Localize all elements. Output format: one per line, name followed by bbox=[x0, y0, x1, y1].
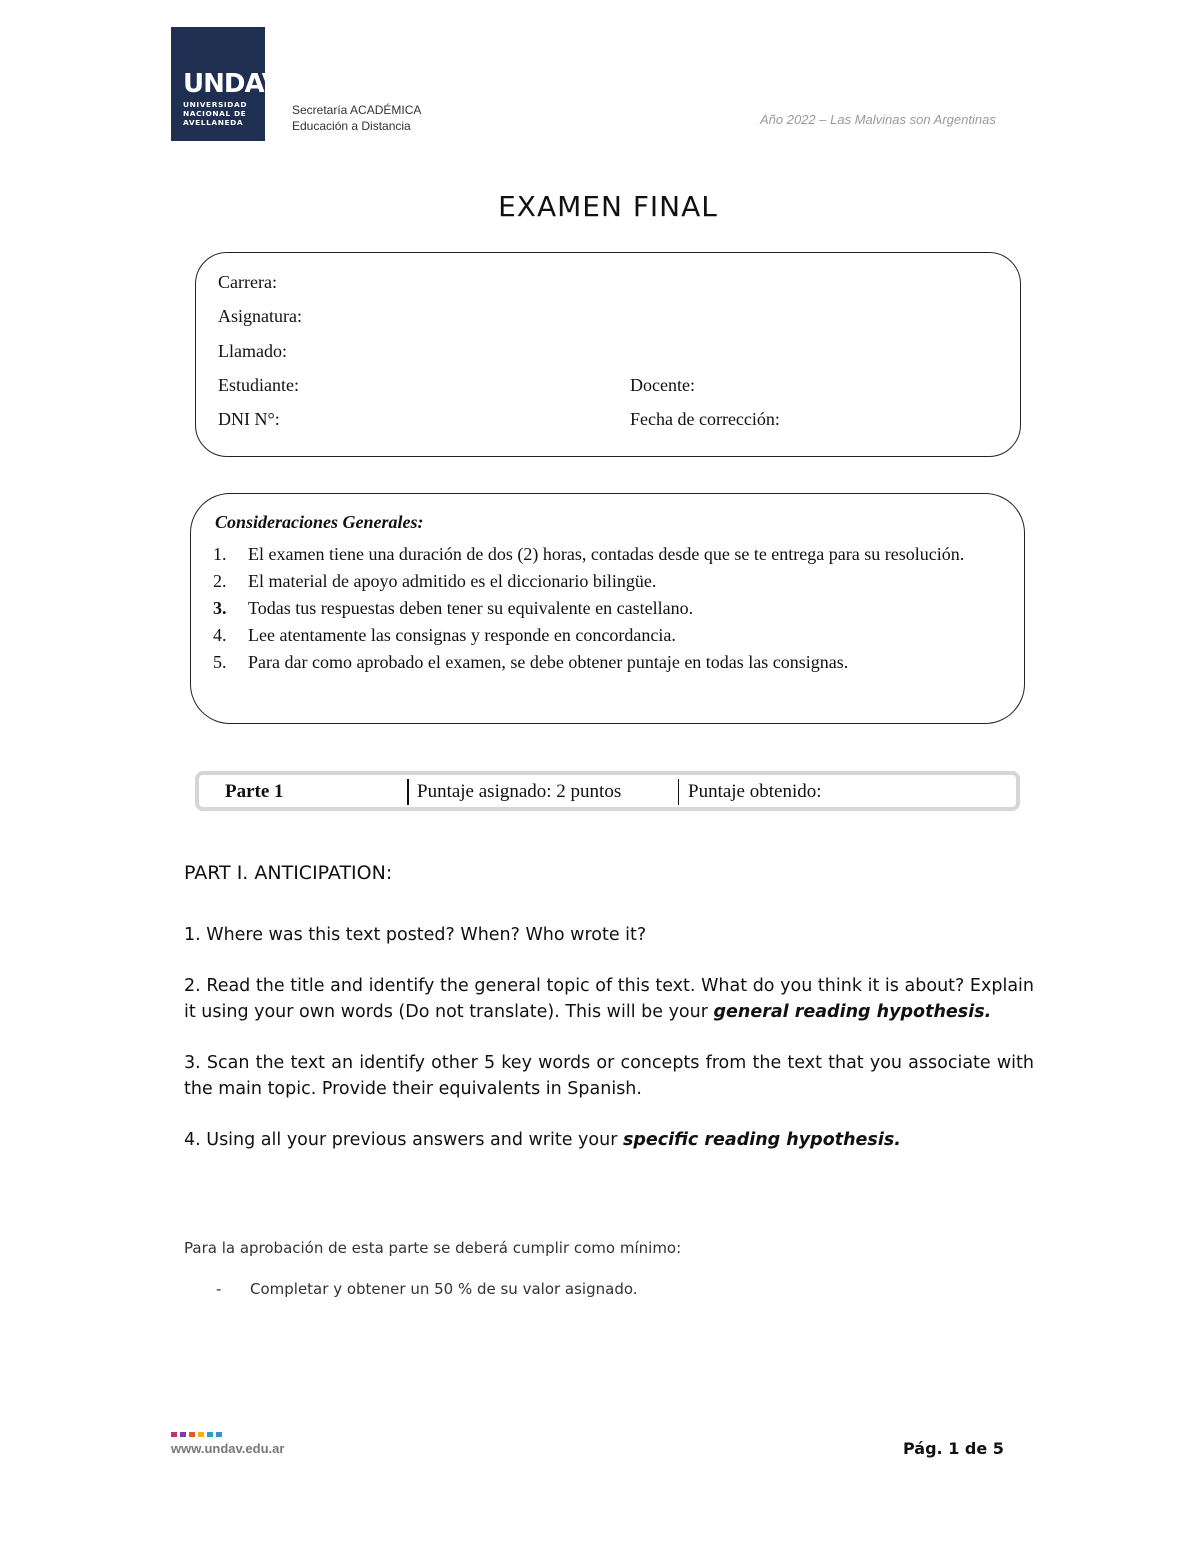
asignatura-label: Asignatura: bbox=[218, 306, 302, 326]
page-number: Pág. 1 de 5 bbox=[903, 1439, 1004, 1458]
considerations-list bbox=[213, 541, 1003, 676]
considerations-box bbox=[190, 493, 1025, 724]
website-link[interactable]: www.undav.edu.ar bbox=[171, 1441, 285, 1456]
list-item: 2. El material de apoyo admitido es el diccionario bilingüe. bbox=[213, 571, 657, 591]
logo-wordmark: UNDAV bbox=[183, 69, 281, 99]
brand-dot bbox=[189, 1432, 195, 1437]
divider bbox=[407, 779, 409, 805]
question-4: 4. Using all your previous answers and write your specific reading hypothesis. bbox=[184, 1130, 901, 1150]
obtained-score: Puntaje obtenido: bbox=[688, 781, 822, 802]
assigned-score: Puntaje asignado: 2 puntos bbox=[417, 781, 622, 802]
approval-requirement: Completar y obtener un 50 % de su valor asignado. bbox=[250, 1280, 638, 1298]
page-title: EXAMEN FINAL bbox=[498, 190, 718, 223]
brand-dot bbox=[198, 1432, 204, 1437]
brand-dots bbox=[171, 1432, 222, 1437]
year-motto: Año 2022 – Las Malvinas son Argentinas bbox=[760, 112, 996, 127]
approval-intro: Para la aprobación de esta parte se deberá cumplir como mínimo: bbox=[184, 1239, 682, 1257]
carrera-label: Carrera: bbox=[218, 272, 277, 292]
undav-logo bbox=[171, 27, 281, 141]
bullet-dash: - bbox=[216, 1280, 222, 1298]
fecha-correccion-label: Fecha de corrección: bbox=[630, 409, 780, 429]
divider bbox=[678, 779, 679, 805]
considerations-title: Consideraciones Generales: bbox=[215, 512, 424, 532]
llamado-label: Llamado: bbox=[218, 341, 287, 361]
question-2: 2. Read the title and identify the general topic of this text. What do you think it is about? Explain it using your own words (Do not translate). This will be your general reading hypothesis. bbox=[184, 976, 1034, 1022]
part-heading: PART I. ANTICIPATION: bbox=[184, 862, 393, 884]
exam-info-box bbox=[195, 252, 1021, 457]
dni-label: DNI N°: bbox=[218, 409, 280, 429]
list-item: 1. El examen tiene una duración de dos (2) horas, contadas desde que se te entrega para su resolución. bbox=[213, 544, 965, 564]
part-label: Parte 1 bbox=[225, 781, 284, 802]
question-1: 1. Where was this text posted? When? Who wrote it? bbox=[184, 925, 647, 945]
department-label bbox=[292, 102, 421, 134]
part-score-bar bbox=[195, 771, 1020, 811]
dept-line-2: Educación a Distancia bbox=[292, 119, 411, 133]
question-3: 3. Scan the text an identify other 5 key words or concepts from the text that you associate with the main topic. Provide their equivalents in Spanish. bbox=[184, 1053, 1034, 1099]
logo-subtitle: UNIVERSIDAD NACIONAL DE AVELLANEDA bbox=[183, 100, 248, 127]
estudiante-label: Estudiante: bbox=[218, 375, 299, 395]
dept-line-1: Secretaría ACADÉMICA bbox=[292, 103, 422, 117]
brand-dot bbox=[216, 1432, 222, 1437]
brand-dot bbox=[171, 1432, 177, 1437]
list-item: 4. Lee atentamente las consignas y responde en concordancia. bbox=[213, 625, 676, 645]
docente-label: Docente: bbox=[630, 375, 695, 395]
list-item: 5. Para dar como aprobado el examen, se debe obtener puntaje en todas las consignas. bbox=[213, 652, 849, 672]
list-item: 3. Todas tus respuestas deben tener su equivalente en castellano. bbox=[213, 598, 694, 618]
brand-dot bbox=[180, 1432, 186, 1437]
brand-dot bbox=[207, 1432, 213, 1437]
